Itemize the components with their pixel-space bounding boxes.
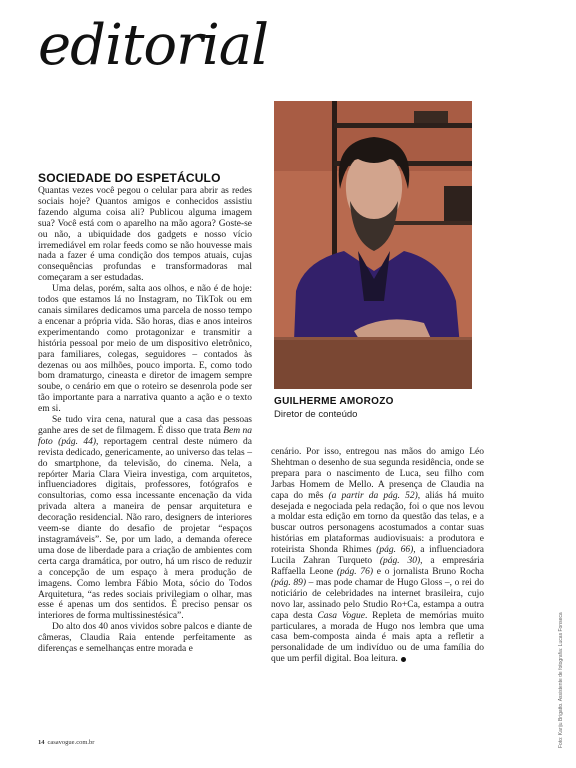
text-span: e o jornalista Bruno Rocha <box>373 566 485 577</box>
page-footer <box>38 739 94 747</box>
page-reference: (pág. 30) <box>379 556 421 567</box>
text-span: . Repleta de memórias muito particulares, a morada de Hugo nos lembra que uma casa bem-composta ainda é mais apta a refletir a personalidade de um indivíduo ou de uma família do que um perfil digital. Boa leitura. <box>271 610 484 665</box>
page-reference: (a partir da pág. 52) <box>328 490 418 501</box>
page-reference: (pág. 76) <box>336 566 374 577</box>
page-reference: (pág. 89) <box>271 577 307 588</box>
editor-portrait-illustration <box>274 101 472 389</box>
paragraph-continuation <box>271 447 484 665</box>
paragraph-third <box>38 415 252 622</box>
masthead-title: editorial <box>38 13 269 78</box>
caption-role: Diretor de conteúdo <box>274 409 358 420</box>
text-span: cenário. Por isso, entregou nas mãos do amigo Léo Shehtman o desenho de sua segunda residência, onde se prepara para o nascimento de Luca, seu filho com Jarbas Homem de Mello. A presença de Claudia na capa do mês <box>271 447 484 501</box>
article-column-right <box>271 447 484 665</box>
text-span: , a influenciadora Lucila Zahran Turqueto <box>271 545 485 567</box>
magazine-name: Casa Vogue <box>317 610 365 621</box>
text-span: – mas pode chamar de Hugo Gloss –, o rei do noticiário de celebridades na internet brasileira, cujo novo lar, assinado pelo Studio Ro+Ca, estampa a outra capa desta <box>271 577 485 621</box>
text-span: Se tudo vira cena, natural que a casa das pessoas ganhe ares de set de filmagem. É disso que trata <box>38 415 252 436</box>
paragraph-second: Uma delas, porém, salta aos olhos, e não é de hoje: todos que estamos lá no Instagram, no TikTok ou em canais similares dedicamos uma parcela de nosso tempo a encenar a própria vida. São horas, dias e anos inteiros experimentando como protagonizar e transmitir a história pessoal por meio de um dispositivo eletrônico, para familiares, colegas, seguidores – contados às dezenas ou aos milhões, pouco importa. E, como todo bom dramaturgo, cineasta e diretor de imagem sempre soube, o cenário em que o roteiro se desenrola pode ser tão importante para a narrativa quanto a ação e o texto em si. <box>38 284 252 415</box>
text-span: , reportagem central deste número da revista dedicado, genericamente, ao universo das telas – do smartphone, da televisão, do cinema. Nela, a repórter Maria Clara Vieira investiga, com arquitetos, influenciadores digitais, professores, fotógrafos e consultorias, como essa incessante encenação da vida privada altera a maneira de pensar arquitetura e decoração residencial. Não raro, designers de interiores veem-se diante do desafio de projetar “espaços instagramáveis”. Se, por um lado, a demanda oferece uma dose de liberdade para a criação de ambientes com certa carga dramática, por outro, há um risco de reduzir a concepção de um espaço à mera produção de imagens. Como lembra Fábio Mota, sócio do Todos Arquitetura, “as redes sociais privilegiam o olhar, mas esse é apenas um dos sentidos. É preciso pensar os interiores de forma multissinestésica”. <box>38 436 252 622</box>
end-of-article-mark <box>401 657 406 662</box>
photo-credit: Foto: Kariju Brigatto. Assistente de fotografia: Lucas Fonseca <box>558 612 564 748</box>
text-span: , a empresária Raffaella Leone <box>271 556 485 577</box>
page-number: 14 <box>38 739 45 746</box>
caption-name: GUILHERME AMOROZO <box>274 396 394 407</box>
section-title: SOCIEDADE DO ESPETÁCULO <box>38 171 221 185</box>
editor-portrait-photo <box>274 101 472 389</box>
paragraph-fourth: Do alto dos 40 anos vividos sobre palcos e diante de câmeras, Claudia Raia entende perfeitamente as diferenças e semelhanças entre morada e <box>38 622 252 655</box>
text-span: , aliás há muito desejada e negociada pela redação, foi o que nos levou a moldar esta edição em torno da questão das telas, e a buscar outros personagens acostumados a contar suas histórias em plataformas audiovisuais: a produtora e roteirista Shonda Rhimes <box>271 490 485 556</box>
page-reference: Bem na foto (pág. 44) <box>38 425 253 447</box>
paragraph-intro: Quantas vezes você pegou o celular para abrir as redes sociais hoje? Quantos amigos e conhecidos assistiu fazendo alguma coisa ali? Publicou alguma imagem sua? Você está com o aparelho na mão agora? Goste-se ou não, a ubiquidade dos gadgets e nosso vício irremediável em rolar feeds como se não houvesse mais nada a fazer é uma condição dos tempos atuais, cujas consequências profundas e transformadoras mal começaram a ser estudadas. <box>38 186 252 284</box>
article-column-left <box>38 186 252 655</box>
page-reference: (pág. 66) <box>376 545 414 556</box>
footer-url: casavogue.com.br <box>47 739 95 746</box>
